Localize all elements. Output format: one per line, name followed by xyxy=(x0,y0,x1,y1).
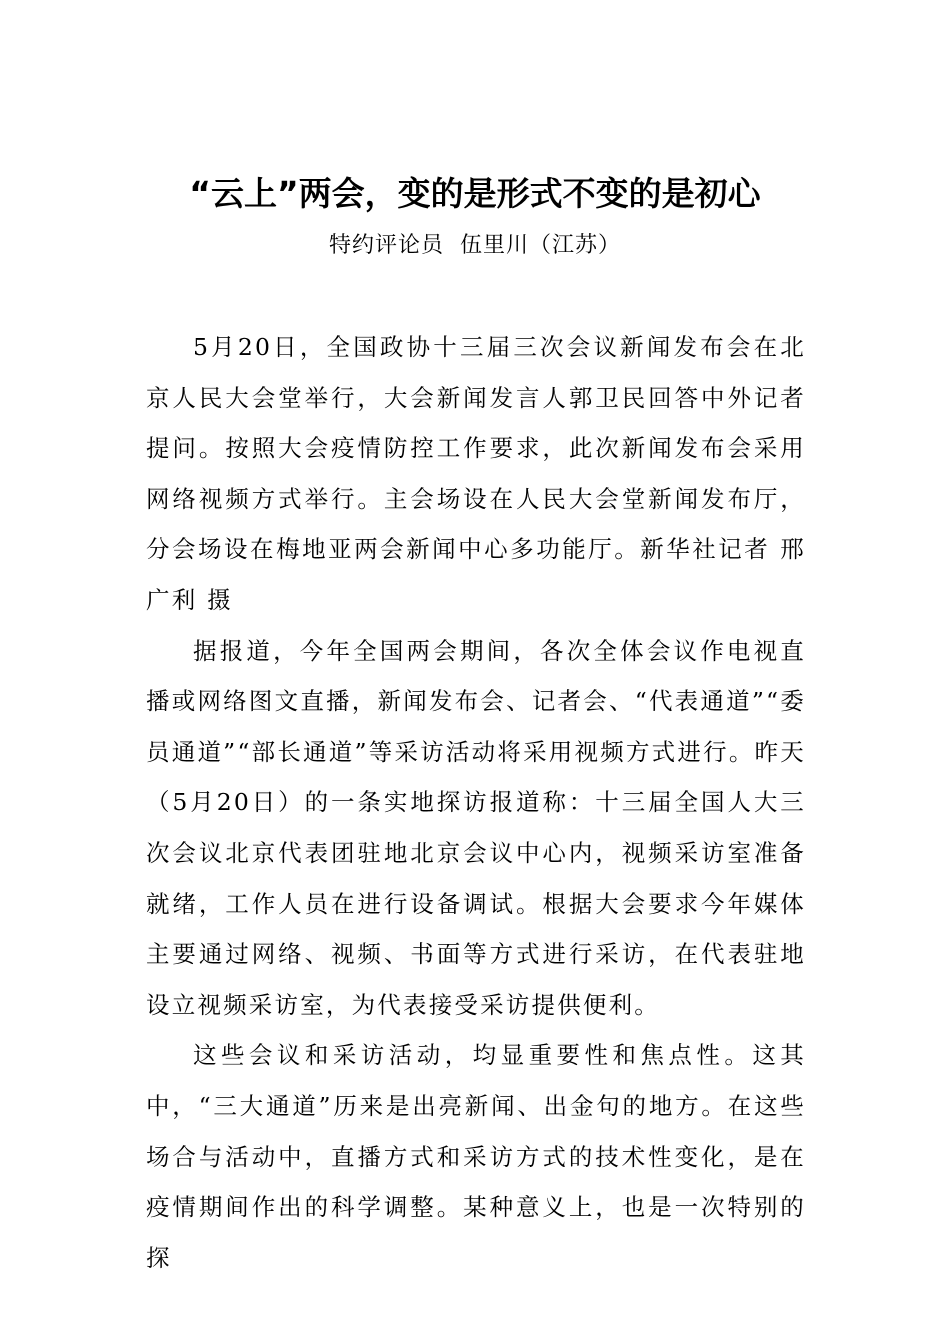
article-body xyxy=(146,322,806,1283)
article-title: “云上”两会，变的是形式不变的是初心 xyxy=(189,174,761,213)
paragraph-1: 5月20日，全国政协十三届三次会议新闻发布会在北京人民大会堂举行，大会新闻发言人郭卫民回答中外记者提问。按照大会疫情防控工作要求，此次新闻发布会采用网络视频方式举行。主会场设在人民大会堂新闻发布厅，分会场设在梅地亚两会新闻中心多功能厅。新华社记者 邢广利 摄 xyxy=(146,333,806,614)
article-byline: 特约评论员 伍里川（江苏） xyxy=(329,233,621,258)
paragraph-3: 这些会议和采访活动，均显重要性和焦点性。这其中，“三大通道”历来是出亮新闻、出金句的地方。在这些场合与活动中，直播方式和采访方式的技术性变化，是在疫情期间作出的科学调整。某种意义上，也是一次特别的探 xyxy=(146,1041,806,1272)
paragraph-2: 据报道，今年全国两会期间，各次全体会议作电视直播或网络图文直播，新闻发布会、记者会、“代表通道”“委员通道”“部长通道”等采访活动将采用视频方式进行。昨天（5月20日）的一条实地探访报道称：十三届全国人大三次会议北京代表团驻地北京会议中心内，视频采访室准备就绪，工作人员在进行设备调试。根据大会要求今年媒体主要通过网络、视频、书面等方式进行采访，在代表驻地设立视频采访室，为代表接受采访提供便利。 xyxy=(146,636,806,1019)
